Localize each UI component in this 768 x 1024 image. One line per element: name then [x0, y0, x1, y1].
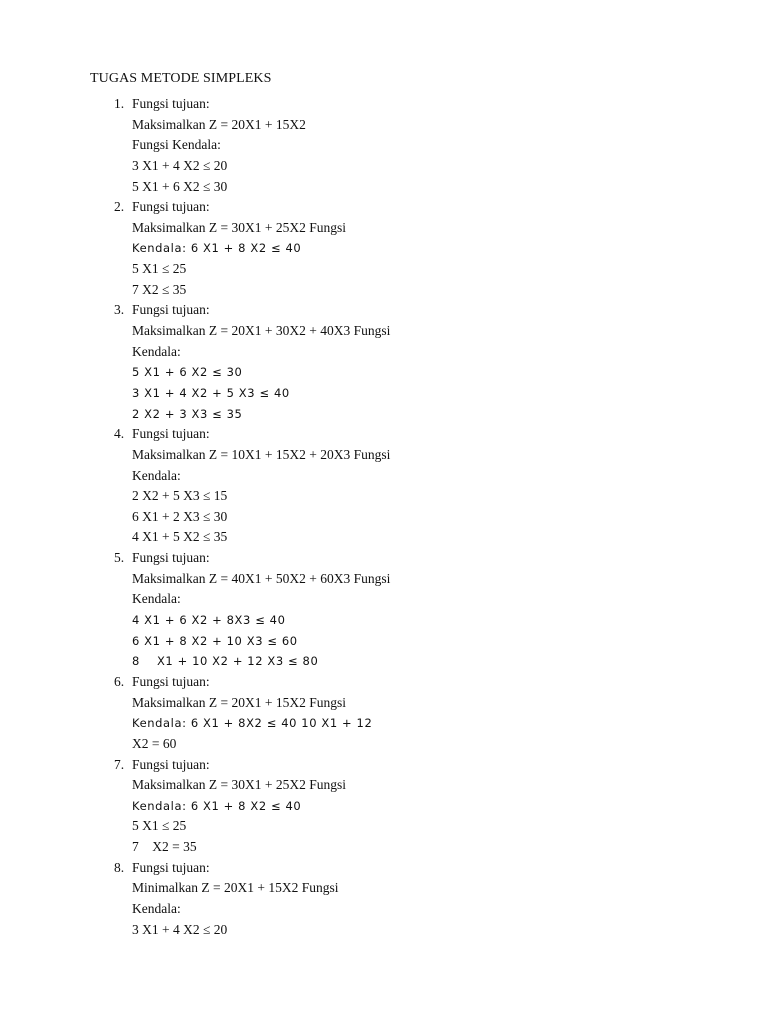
problem-number: 2. [114, 199, 125, 215]
constraint-line: 5 X1 + 6 X2 ≤ 30 [132, 178, 228, 194]
problem-heading: Fungsi tujuan: [132, 756, 210, 772]
constraint-line: 3 X1 + 4 X2 + 5 X3 ≤ 40 [132, 385, 290, 400]
constraint-line: 2 X2 + 5 X3 ≤ 15 [132, 488, 228, 504]
objective-function: Maksimalkan Z = 20X1 + 30X2 + 40X3 Fungsi [132, 323, 391, 339]
constraint-line: Fungsi Kendala: [132, 137, 221, 153]
constraint-line: Kendala: 6 X1 + 8 X2 ≤ 40 [132, 241, 302, 256]
constraint-line: Kendala: [132, 343, 181, 359]
problem-heading: Fungsi tujuan: [132, 96, 210, 111]
problem-heading: Fungsi tujuan: [132, 673, 210, 689]
constraint-line: 5 X1 ≤ 25 [132, 261, 187, 277]
constraint-line: X2 = 60 [132, 735, 177, 751]
problem-heading: Fungsi tujuan: [132, 199, 210, 215]
objective-function: Maksimalkan Z = 30X1 + 25X2 Fungsi [132, 219, 346, 235]
problem-number: 7. [114, 756, 125, 772]
problem-number: 6. [114, 673, 125, 689]
constraint-line: Kendala: [132, 467, 181, 483]
constraint-line: Kendala: 6 X1 + 8 X2 ≤ 40 [132, 798, 302, 813]
objective-function: Maksimalkan Z = 10X1 + 15X2 + 20X3 Fungsi [132, 446, 391, 462]
problem-number: 8. [114, 859, 125, 875]
constraint-line: 4 X1 + 6 X2 + 8X3 ≤ 40 [132, 613, 286, 628]
problem-number: 3. [114, 302, 125, 318]
objective-function: Maksimalkan Z = 20X1 + 15X2 [132, 116, 306, 132]
constraint-line: 7 X2 = 35 [132, 839, 197, 855]
document-title: TUGAS METODE SIMPLEKS [90, 71, 272, 86]
problem-number: 4. [114, 426, 125, 442]
objective-function: Maksimalkan Z = 30X1 + 25X2 Fungsi [132, 777, 346, 793]
objective-function: Maksimalkan Z = 40X1 + 50X2 + 60X3 Fungsi [132, 570, 391, 586]
constraint-line: 4 X1 + 5 X2 ≤ 35 [132, 529, 228, 545]
problem-heading: Fungsi tujuan: [132, 859, 210, 875]
objective-function: Maksimalkan Z = 20X1 + 15X2 Fungsi [132, 694, 346, 710]
objective-function: Minimalkan Z = 20X1 + 15X2 Fungsi [132, 880, 339, 896]
problem-number: 5. [114, 550, 125, 566]
constraint-line: 6 X1 + 8 X2 + 10 X3 ≤ 60 [132, 633, 298, 648]
constraint-line: 5 X1 ≤ 25 [132, 818, 187, 834]
constraint-line: Kendala: 6 X1 + 8X2 ≤ 40 10 X1 + 12 [132, 716, 373, 731]
problem-heading: Fungsi tujuan: [132, 302, 210, 318]
problem-heading: Fungsi tujuan: [132, 550, 210, 566]
constraint-line: Kendala: [132, 591, 181, 607]
problem-number: 1. [114, 96, 125, 111]
constraint-line: 5 X1 + 6 X2 ≤ 30 [132, 365, 243, 380]
constraint-line: 6 X1 + 2 X3 ≤ 30 [132, 508, 228, 524]
constraint-line: Kendala: [132, 900, 181, 916]
constraint-line: 3 X1 + 4 X2 ≤ 20 [132, 921, 228, 937]
constraint-line: 7 X2 ≤ 35 [132, 281, 187, 297]
constraint-line: 8 X1 + 10 X2 + 12 X3 ≤ 80 [132, 654, 319, 669]
problem-heading: Fungsi tujuan: [132, 426, 210, 442]
constraint-line: 3 X1 + 4 X2 ≤ 20 [132, 157, 228, 173]
constraint-line: 2 X2 + 3 X3 ≤ 35 [132, 406, 243, 421]
